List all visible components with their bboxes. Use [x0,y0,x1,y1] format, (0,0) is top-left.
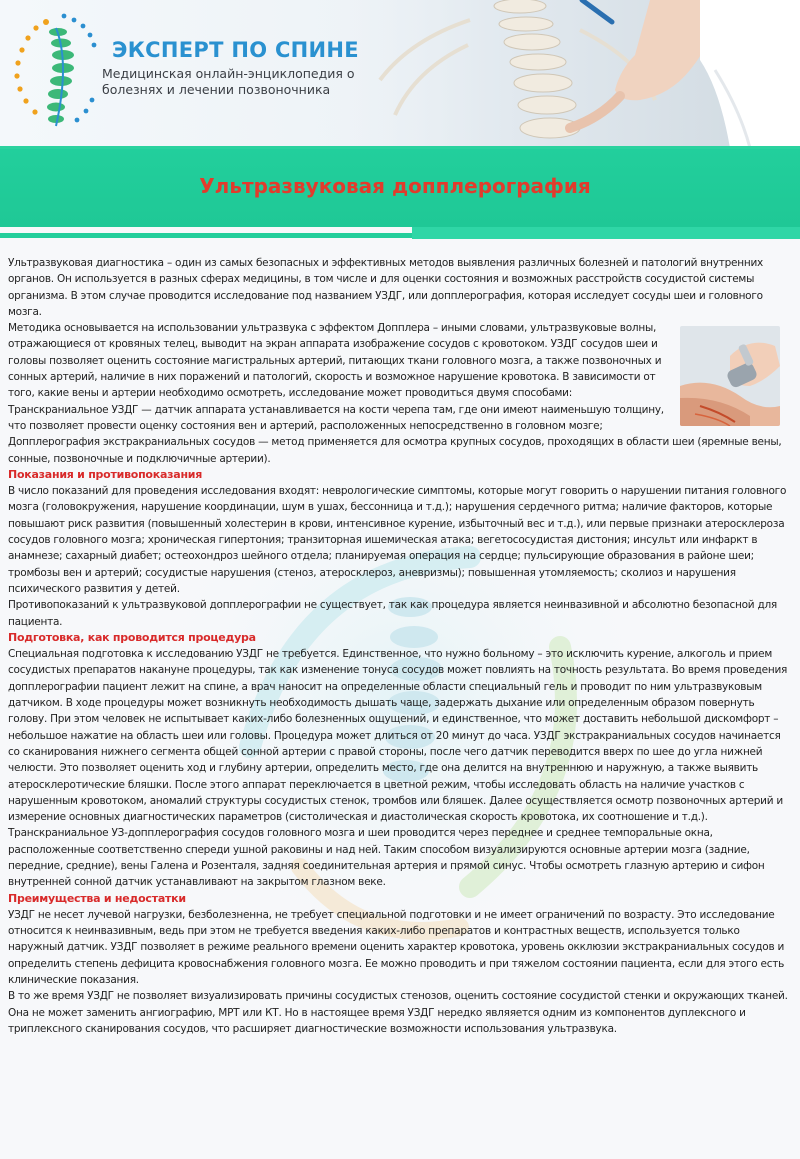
article-paragraph: Методика основывается на использовании ультразвука с эффектом Допплера – иными словами, ультразвуковые волны, отражающиеся от кровяных телец, выводит на экран аппарата изображение сосудов с кровотоком. УЗДГ сосудов шеи и головы позволяет оценить состояние магистральных артерий, питающих ткани головного мозга, а также позвоночных и сонных артерий, наличие в них поражений и патологий, скорость и возможное нарушение кровотока. В зависимости от того, какие вены и артерии необходимо осмотреть, исследование может проводиться двумя способами: Транскраниальное УЗДГ — датчик аппарата устанавливается на кости черепа там, где они имеют наименьшую толщину, что позволяет провести оценку состояния вен и артерий, расположенных непосредственно в головном мозге; Допплерография экстракраниальных сосудов — метод применяется для осмотра крупных сосудов, проходящих в области шеи (яремные вены, сонные, позвоночные и подключичные артерии). [8,322,782,465]
article-paragraph: В то же время УЗДГ не позволяет визуализировать причины сосудистых стенозов, оценить состояние сосудистой стенки и окружающих тканей. Она не может заменить ангиографию, МРТ или КТ. Но в настоящее время УЗДГ нередко являяется одним из компонентов дуплексного и триплексного сканирования сосудов, что расширяет диагностические возможности использования ультразвука. [8,990,788,1035]
section-heading-indications: Показания и противопоказания [8,467,203,481]
article-paragraph: Противопоказаний к ультразвуковой допплерографии не существует, так как процедура является неинвазивной и абсолютно безопасной для пациента. [8,599,777,628]
doppler-exam-photo [680,326,780,426]
article-body [8,255,792,1037]
spine-logo-icon [4,8,114,136]
site-header [0,0,800,148]
article-paragraph: В число показаний для проведения исследования входят: неврологические симптомы, которые могут говорить о нарушении питания головного мозга (головокружения, нарушение координации, шум в ушах, бессонница и т.д.); нарушения сердечного ритма; наличие факторов, которые повышают риск развития (повышенный холестерин в крови, интенсивное курение, избыточный вес и т.д.), или первые признаки атеросклероза сосудов головного мозга; хроническая гипертония; транзиторная ишемическая атака; вегетососудистая дистония; инсульт или инфаркт в анамнезе; сахарный диабет; остеохондроз шейного отдела; планируемая операция на сердце; пульсирующие образования в районе шеи; тромбозы вен и артерий; сосудистые нарушения (стеноз, атеросклероз, аневризмы); повышенная утомляемость; сколиоз и нарушения психического развития у детей. [8,485,787,595]
ultrasound-probe-icon [680,326,780,426]
brand-subtitle: Медицинская онлайн-энциклопедия о болезнях и лечении позвоночника [102,66,355,97]
article-paragraph: Специальная подготовка к исследованию УЗДГ не требуется. Единственное, что нужно больному – это исключить курение, алкоголь и прием сосудистых препаратов накануне процедуры, так как изменение тонуса сосудов может повлиять на точность результата. Во время проведения допплерографии пациент лежит на спине, а врач наносит на определенные области специальный гель и проводит по ним ультразвуковым датчиком. В ходе процедуры может возникнуть необходимость дышать чаще, задержать дыхание или определенным образом повернуть голову. При этом человек не испытывает каких-либо болезненных ощущений, и единственное, что может доставить небольшой дискомфорт – небольшое нажатие на область шеи или головы. Процедура может длиться от 20 минут до часа. УЗДГ экстракраниальных сосудов начинается со сканирования нижнего сегмента общей сонной артерии с правой стороны, после чего датчик переводится вверх по шее до угла нижней челюсти. Это позволяет оценить ход и глубину артерии, определить место, где она делится на внутреннюю и наружную, а также выявить атеросклеротические бляшки. После этого аппарат переключается в цветной режим, чтобы исследовать область на наличие участков с нарушенным кровотоком, аномалий структуры сосудистых стенок, тромбов или бляшек. Далее осуществляется осмотр позвоночных артерий и измерение основных диагностических параметров (систолическая и диастолическая скорость кровотока, их соотношение и т.д.). Транскраниальное УЗ-допплерография сосудов головного мозга и шеи проводится через переднее и среднее темпоральные окна, расположенные соответственно спереди ушной раковины и над ней. Таким способом визуализируются основные артерии мозга (задние, передние, средние), вены Галена и Розенталя, задняя соединительная артерия и прямой синус. Чтобы осмотреть глазную артерию и сифон внутренней сонной датчик устанавливают на закрытом глазном веке. [8,648,788,889]
section-heading-preparation: Подготовка, как проводится процедура [8,630,256,644]
page-title: Ультразвуковая допплерография [199,174,591,198]
content-top-strip-right [412,227,800,239]
content-top-strip [0,233,412,238]
brand-title[interactable]: ЭКСПЕРТ ПО СПИНЕ [112,38,359,62]
header-spine-doctor-image [320,0,800,148]
article-paragraph: УЗДГ не несет лучевой нагрузки, безболезненна, не требует специальной подготовки и не имеет ограничений по возрасту. Это исследование относится к неинвазивным, ведь при этом не требуется введения каких-либо препаратов и контрастных веществ, используется только наружный датчик. УЗДГ позволяет в режиме реального времени оценить характер кровотока, уровень окклюзии экстракраниальных сосудов и определить степень дефицита кровоснабжения головного мозга. Ее можно проводить и при тяжелом состоянии пациента, если для этого есть клинические показания. [8,908,785,987]
section-heading-pros-cons: Преимущества и недостатки [8,891,186,905]
article-paragraph: Ультразвуковая диагностика – один из самых безопасных и эффективных методов выявления различных болезней и патологий внутренних органов. Он используется в разных сферах медицины, в том числе и для оценки состояния и возможных расстройств сосудистой системы организма. В этом случае проводится исследование под названием УЗДГ, или допплерография, которая исследует сосуды шеи и головного мозга. [8,257,764,318]
